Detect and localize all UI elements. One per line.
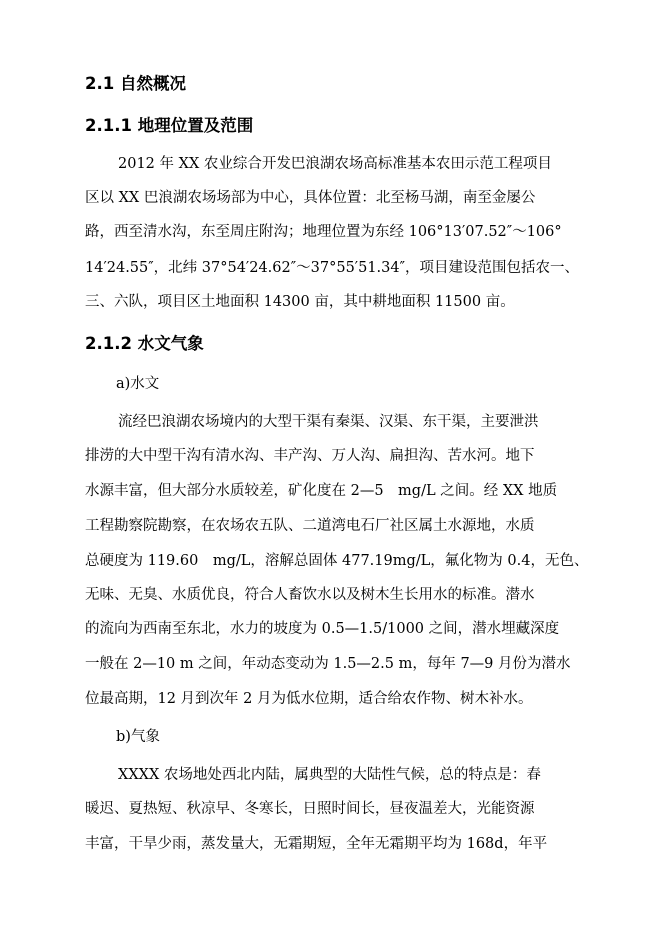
- section-heading-2-1-2: 2.1.2 水文气象: [85, 334, 204, 353]
- subsection-label-climate: b)气象: [116, 729, 160, 745]
- paragraph-line: 路，西至清水沟，东至周庄附沟；地理位置为东经 106°13′07.52″～106°: [85, 224, 562, 240]
- paragraph-line: 排涝的大中型干沟有清水沟、丰产沟、万人沟、扁担沟、苦水河。地下: [85, 448, 535, 464]
- paragraph-line: 位最高期，12 月到次年 2 月为低水位期，适合给农作物、树木补水。: [85, 691, 533, 707]
- paragraph-line: 2012 年 XX 农业综合开发巴浪湖农场高标准基本农田示范工程项目: [118, 156, 552, 172]
- paragraph-line: 三、六队，项目区土地面积 14300 亩，其中耕地面积 11500 亩。: [85, 294, 515, 310]
- section-heading-2-1-1: 2.1.1 地理位置及范围: [85, 116, 254, 135]
- paragraph-line: 14′24.55″，北纬 37°54′24.62″～37°55′51.34″，项目建设范围包括农一、: [85, 260, 580, 276]
- section-heading-2-1: 2.1 自然概况: [85, 74, 186, 93]
- paragraph-line: 暖迟、夏热短、秋凉早、冬寒长，日照时间长，昼夜温差大，光能资源: [85, 801, 535, 817]
- paragraph-line: 一般在 2—10 m 之间，年动态变动为 1.5—2.5 m，每年 7—9 月份为潜水: [85, 656, 571, 672]
- paragraph-line: 工程勘察院勘察，在农场农五队、二道湾电石厂社区属土水源地，水质: [85, 518, 535, 534]
- paragraph-line: 丰富，干旱少雨，蒸发量大，无霜期短，全年无霜期平均为 168d，年平: [85, 836, 548, 852]
- paragraph-line: 区以 XX 巴浪湖农场场部为中心，具体位置：北至杨马湖，南至金屡公: [85, 190, 536, 206]
- paragraph-line: XXXX 农场地处西北内陆，属典型的大陆性气候，总的特点是：春: [118, 767, 541, 783]
- paragraph-line: 的流向为西南至东北，水力的坡度为 0.5—1.5/1000 之间，潜水埋藏深度: [85, 621, 560, 637]
- paragraph-line: 总硬度为 119.60 mg/L，溶解总固体 477.19mg/L，氟化物为 0.4，无色、: [85, 553, 589, 569]
- paragraph-line: 无味、无臭、水质优良，符合人畜饮水以及树木生长用水的标准。潜水: [85, 587, 535, 603]
- paragraph-line: 流经巴浪湖农场境内的大型干渠有秦渠、汉渠、东干渠，主要泄洪: [118, 414, 539, 430]
- subsection-label-hydrology: a)水文: [116, 376, 160, 392]
- paragraph-line: 水源丰富，但大部分水质较差，矿化度在 2—5 mg/L 之间。经 XX 地质: [85, 483, 558, 499]
